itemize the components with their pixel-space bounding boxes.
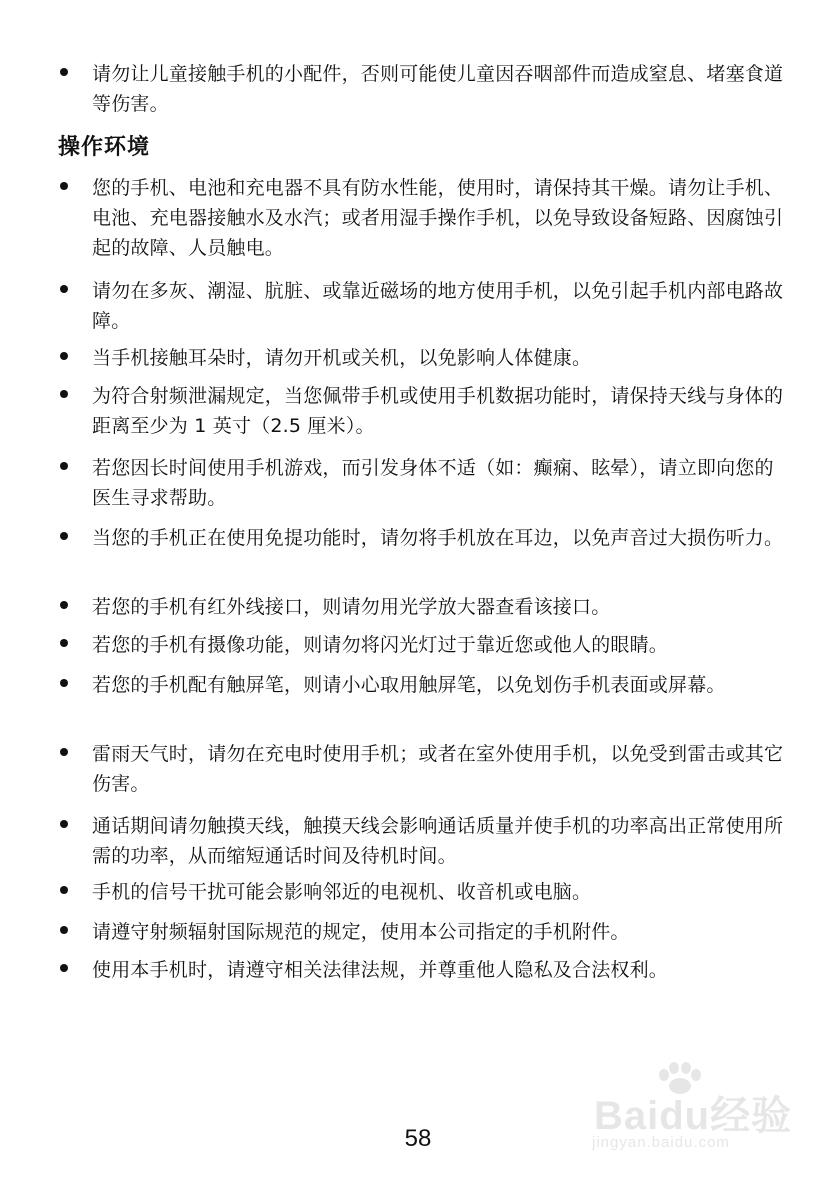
- bullet-dot: [60, 532, 68, 540]
- bullet-text: 当手机接触耳朵时，请勿开机或关机，以免影响人体健康。: [92, 347, 592, 369]
- bullet-text: 您的手机、电池和充电器不具有防水性能，使用时，请保持其干燥。请勿让手机、电池、充电器接触水及水汽；或者用湿手操作手机，以免导致设备短路、因腐蚀引起的故障、人员触电。: [92, 177, 784, 259]
- bullet-text: 手机的信号干扰可能会影响邻近的电视机、收音机或电脑。: [92, 881, 592, 903]
- bullet-text: 请勿让儿童接触手机的小配件，否则可能使儿童因吞咽部件而造成窒息、堵塞食道等伤害。: [92, 63, 784, 115]
- bullet-dot: [60, 820, 68, 828]
- list-item: [58, 276, 788, 336]
- bullet-dot: [60, 639, 68, 647]
- bullet-text: 雷雨天气时，请勿在充电时使用手机；或者在室外使用手机，以免受到雷击或其它伤害。: [92, 743, 784, 795]
- list-item: [58, 453, 788, 513]
- section-heading: 操作环境: [58, 135, 151, 160]
- watermark-site: jingyan.baidu.com: [592, 1134, 730, 1151]
- page-number: 58: [404, 1125, 432, 1152]
- bullet-text: 使用本手机时，请遵守相关法律法规，并尊重他人隐私及合法权利。: [92, 959, 669, 981]
- watermark-brand: Baidu经验: [594, 1094, 793, 1138]
- bullet-dot: [60, 68, 68, 76]
- bullet-text: 若您的手机配有触屏笔，则请小心取用触屏笔，以免划伤手机表面或屏幕。: [92, 674, 726, 696]
- list-item: [58, 739, 788, 799]
- bullet-dot: [60, 601, 68, 609]
- list-item: [58, 811, 788, 871]
- list-item: [58, 917, 788, 947]
- list-item: [58, 955, 788, 985]
- bullet-text: 为符合射频泄漏规定，当您佩带手机或使用手机数据功能时，请保持天线与身体的距离至少为 1 英寸（2.5 厘米）。: [92, 385, 784, 437]
- list-item: [58, 592, 788, 622]
- list-item: [58, 630, 788, 660]
- bullet-text: 若您的手机有摄像功能，则请勿将闪光灯过于靠近您或他人的眼睛。: [92, 634, 669, 656]
- bullet-text: 当您的手机正在使用免提功能时，请勿将手机放在耳边，以免声音过大损伤听力。: [92, 527, 784, 549]
- list-item: [58, 173, 788, 263]
- bullet-text: 若您因长时间使用手机游戏，而引发身体不适（如：癫痫、眩晕），请立即向您的医生寻求帮助。: [92, 457, 774, 509]
- bullet-text: 请勿在多灰、潮湿、肮脏、或靠近磁场的地方使用手机，以免引起手机内部电路故障。: [92, 280, 784, 332]
- bullet-dot: [60, 352, 68, 360]
- list-item: [58, 670, 788, 700]
- bullet-dot: [60, 886, 68, 894]
- bullet-text: 通话期间请勿触摸天线，触摸天线会影响通话质量并使手机的功率高出正常使用所需的功率，从而缩短通话时间及待机时间。: [92, 815, 784, 867]
- intro-bullet: [58, 59, 788, 119]
- list-item: [58, 381, 788, 441]
- list-item: [58, 523, 788, 553]
- bullet-text: 若您的手机有红外线接口，则请勿用光学放大器查看该接口。: [92, 596, 611, 618]
- bullet-dot: [60, 748, 68, 756]
- list-item: [58, 343, 788, 373]
- bullet-dot: [60, 679, 68, 687]
- bullet-dot: [60, 964, 68, 972]
- bullet-text: 请遵守射频辐射国际规范的规定，使用本公司指定的手机附件。: [92, 921, 630, 943]
- bullet-dot: [60, 390, 68, 398]
- bullet-dot: [60, 285, 68, 293]
- list-item: [58, 877, 788, 907]
- bullet-dot: [60, 462, 68, 470]
- bullet-dot: [60, 926, 68, 934]
- bullet-dot: [60, 182, 68, 190]
